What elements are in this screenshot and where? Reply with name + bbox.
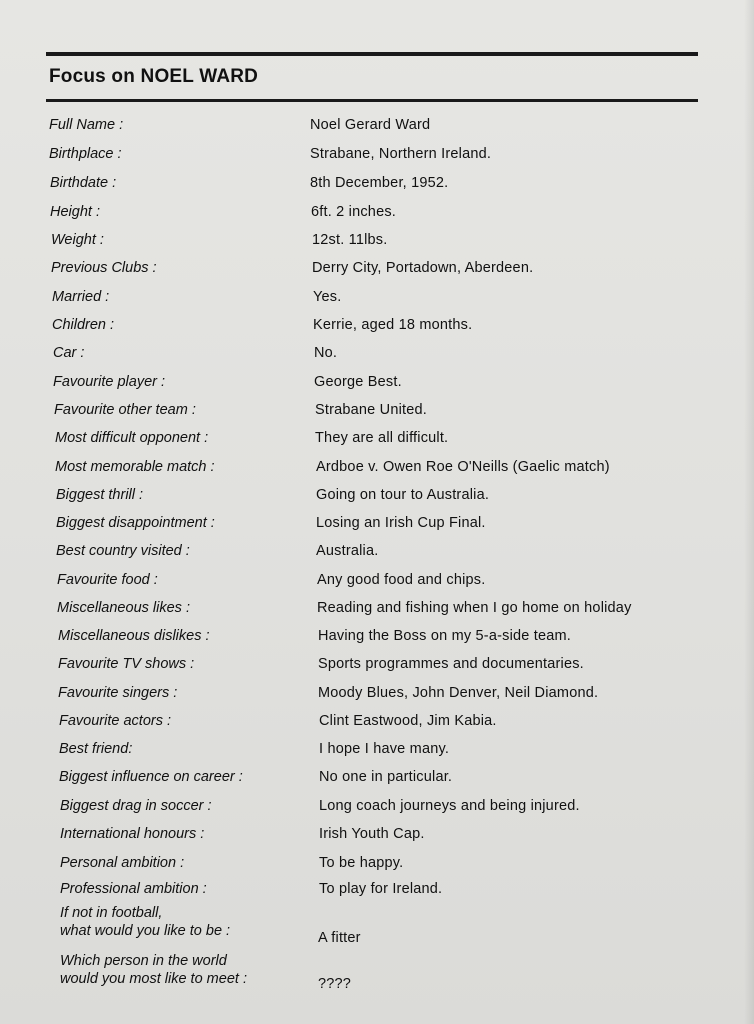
field-label: Full Name : (49, 117, 124, 133)
field-label: Favourite TV shows : (58, 656, 195, 672)
field-value: George Best. (314, 374, 402, 390)
field-value: Long coach journeys and being injured. (319, 798, 580, 814)
field-value: Noel Gerard Ward (310, 117, 431, 133)
field-value: Having the Boss on my 5-a-side team. (318, 628, 572, 644)
field-value: No. (314, 345, 338, 361)
field-value: Australia. (316, 543, 379, 559)
field-label-line1: If not in football, (60, 905, 163, 921)
field-label: Height : (50, 204, 100, 220)
field-label: Favourite player : (53, 374, 166, 390)
field-label: Professional ambition : (60, 881, 207, 898)
field-label: Biggest drag in soccer : (60, 798, 212, 814)
page-edge-shadow (744, 0, 754, 1024)
field-value: I hope I have many. (319, 741, 450, 757)
field-value: Losing an Irish Cup Final. (316, 515, 486, 531)
field-label: International honours : (60, 826, 205, 842)
field-value: 6ft. 2 inches. (311, 204, 397, 220)
field-value: To be happy. (319, 855, 404, 871)
field-value: Kerrie, aged 18 months. (313, 317, 473, 333)
field-value: 12st. 11lbs. (312, 232, 388, 248)
field-value: Strabane, Northern Ireland. (310, 146, 492, 162)
field-label: Biggest influence on career : (59, 769, 243, 785)
field-label: Birthdate : (50, 175, 117, 191)
field-label: Previous Clubs : (51, 260, 157, 276)
page-title: Focus on NOEL WARD (49, 66, 259, 87)
field-value: They are all difficult. (315, 430, 449, 446)
field-label: Car : (53, 345, 85, 361)
field-value: No one in particular. (319, 769, 453, 785)
field-value: Irish Youth Cap. (319, 826, 425, 842)
field-label-line2: would you most like to meet : (60, 971, 247, 987)
field-value: Ardboe v. Owen Roe O'Neills (Gaelic match) (316, 459, 610, 475)
field-value: ???? (318, 976, 352, 992)
field-label-line1: Which person in the world (60, 953, 227, 969)
field-label: Favourite food : (57, 572, 158, 588)
top-rule (46, 52, 698, 56)
field-value: Going on tour to Australia. (316, 487, 490, 503)
field-value: Moody Blues, John Denver, Neil Diamond. (318, 685, 599, 701)
field-label: Miscellaneous likes : (57, 600, 190, 616)
field-label: Most memorable match : (55, 459, 215, 475)
field-label: Personal ambition : (60, 855, 185, 871)
field-value: Clint Eastwood, Jim Kabia. (319, 713, 497, 729)
field-label: Birthplace : (49, 146, 122, 162)
field-label-line2: what would you like to be : (60, 923, 231, 939)
field-value: Any good food and chips. (317, 572, 486, 588)
field-label: Most difficult opponent : (55, 430, 209, 446)
field-label: Weight : (51, 232, 104, 248)
title-underline-rule (46, 99, 698, 102)
field-label: Favourite other team : (54, 402, 196, 418)
field-label: Best country visited : (56, 543, 190, 559)
field-value: To play for Ireland. (319, 881, 443, 898)
field-label: Best friend: (59, 741, 133, 757)
field-label: Favourite actors : (59, 713, 172, 729)
field-label: Married : (52, 289, 110, 305)
field-label: Favourite singers : (58, 685, 178, 701)
field-label: Biggest disappointment : (56, 515, 215, 531)
field-value: Reading and fishing when I go home on holiday (317, 600, 632, 616)
field-label: Biggest thrill : (56, 487, 144, 503)
field-value: Sports programmes and documentaries. (318, 656, 584, 672)
field-value: Derry City, Portadown, Aberdeen. (312, 260, 534, 276)
field-value: 8th December, 1952. (310, 175, 449, 191)
field-value: A fitter (318, 930, 361, 946)
field-value: Strabane United. (315, 402, 428, 418)
field-label: Miscellaneous dislikes : (58, 628, 210, 644)
field-label: Children : (52, 317, 115, 333)
field-value: Yes. (313, 289, 342, 305)
